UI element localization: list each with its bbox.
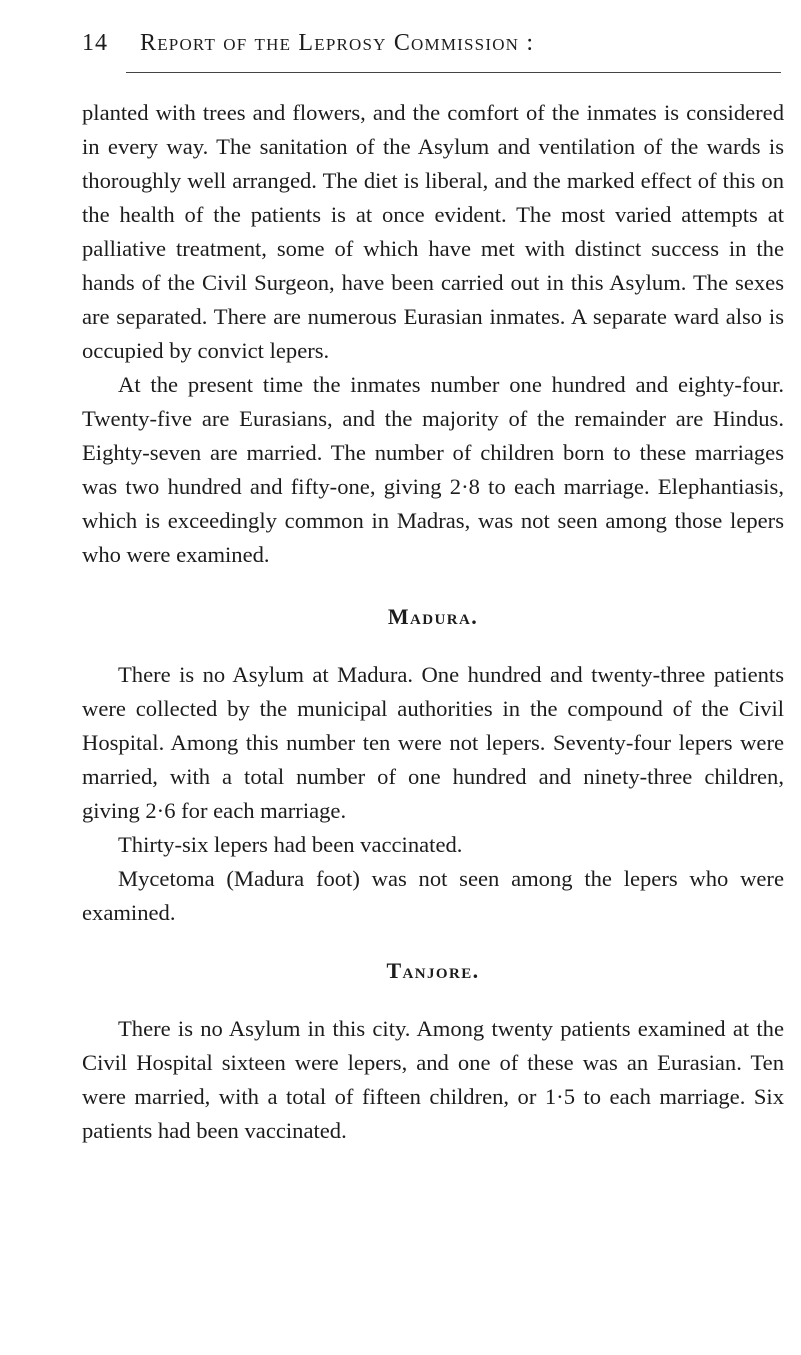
paragraph-madura-mycetoma: Mycetoma (Madura foot) was not seen among the lepers who were examined. (82, 866, 784, 925)
page-number: 14 (82, 30, 108, 56)
body-text (82, 96, 784, 1148)
section-heading-madura: Madura. (387, 604, 479, 629)
paragraph-inmates: At the present time the inmates number one hundred and eighty-four. Twenty-five are Eurasians, and the majority of the remainder are Hindus. Eighty-seven are married. The number of children born to these marriages was two hundred and fifty-one, giving 2·8 to each marriage. Elephantiasis, which is exceedingly common in Madras, was not seen among those lepers who were examined. (82, 372, 784, 567)
paragraph-madura-vaccinated: Thirty-six lepers had been vaccinated. (118, 832, 463, 857)
header-rule (126, 72, 781, 73)
running-title: Report of the Leprosy Commission : (140, 30, 535, 56)
section-heading-tanjore: Tanjore. (386, 958, 480, 983)
running-head (82, 30, 782, 64)
paragraph-madura-patients: There is no Asylum at Madura. One hundred and twenty-three patients were collected by the municipal authorities in the compound of the Civil Hospital. Among this number ten were not lepers. Seventy-four lepers were married, with a total number of one hundred and ninety-three children, giving 2·6 for each marriage. (82, 662, 784, 823)
paragraph-continuation: planted with trees and flowers, and the comfort of the inmates is considered in every way. The sanitation of the Asylum and ventilation of the wards is thoroughly well arranged. The diet is liberal, and the marked effect of this on the health of the patients is at once evident. The most varied attempts at palliative treatment, some of which have met with distinct success in the hands of the Civil Surgeon, have been carried out in this Asylum. The sexes are separated. There are numerous Eurasian inmates. A separate ward also is occupied by convict lepers. (82, 100, 784, 363)
paragraph-tanjore: There is no Asylum in this city. Among twenty patients examined at the Civil Hospital sixteen were lepers, and one of these was an Eurasian. Ten were married, with a total of fifteen children, or 1·5 to each marriage. Six patients had been vaccinated. (82, 1016, 784, 1143)
